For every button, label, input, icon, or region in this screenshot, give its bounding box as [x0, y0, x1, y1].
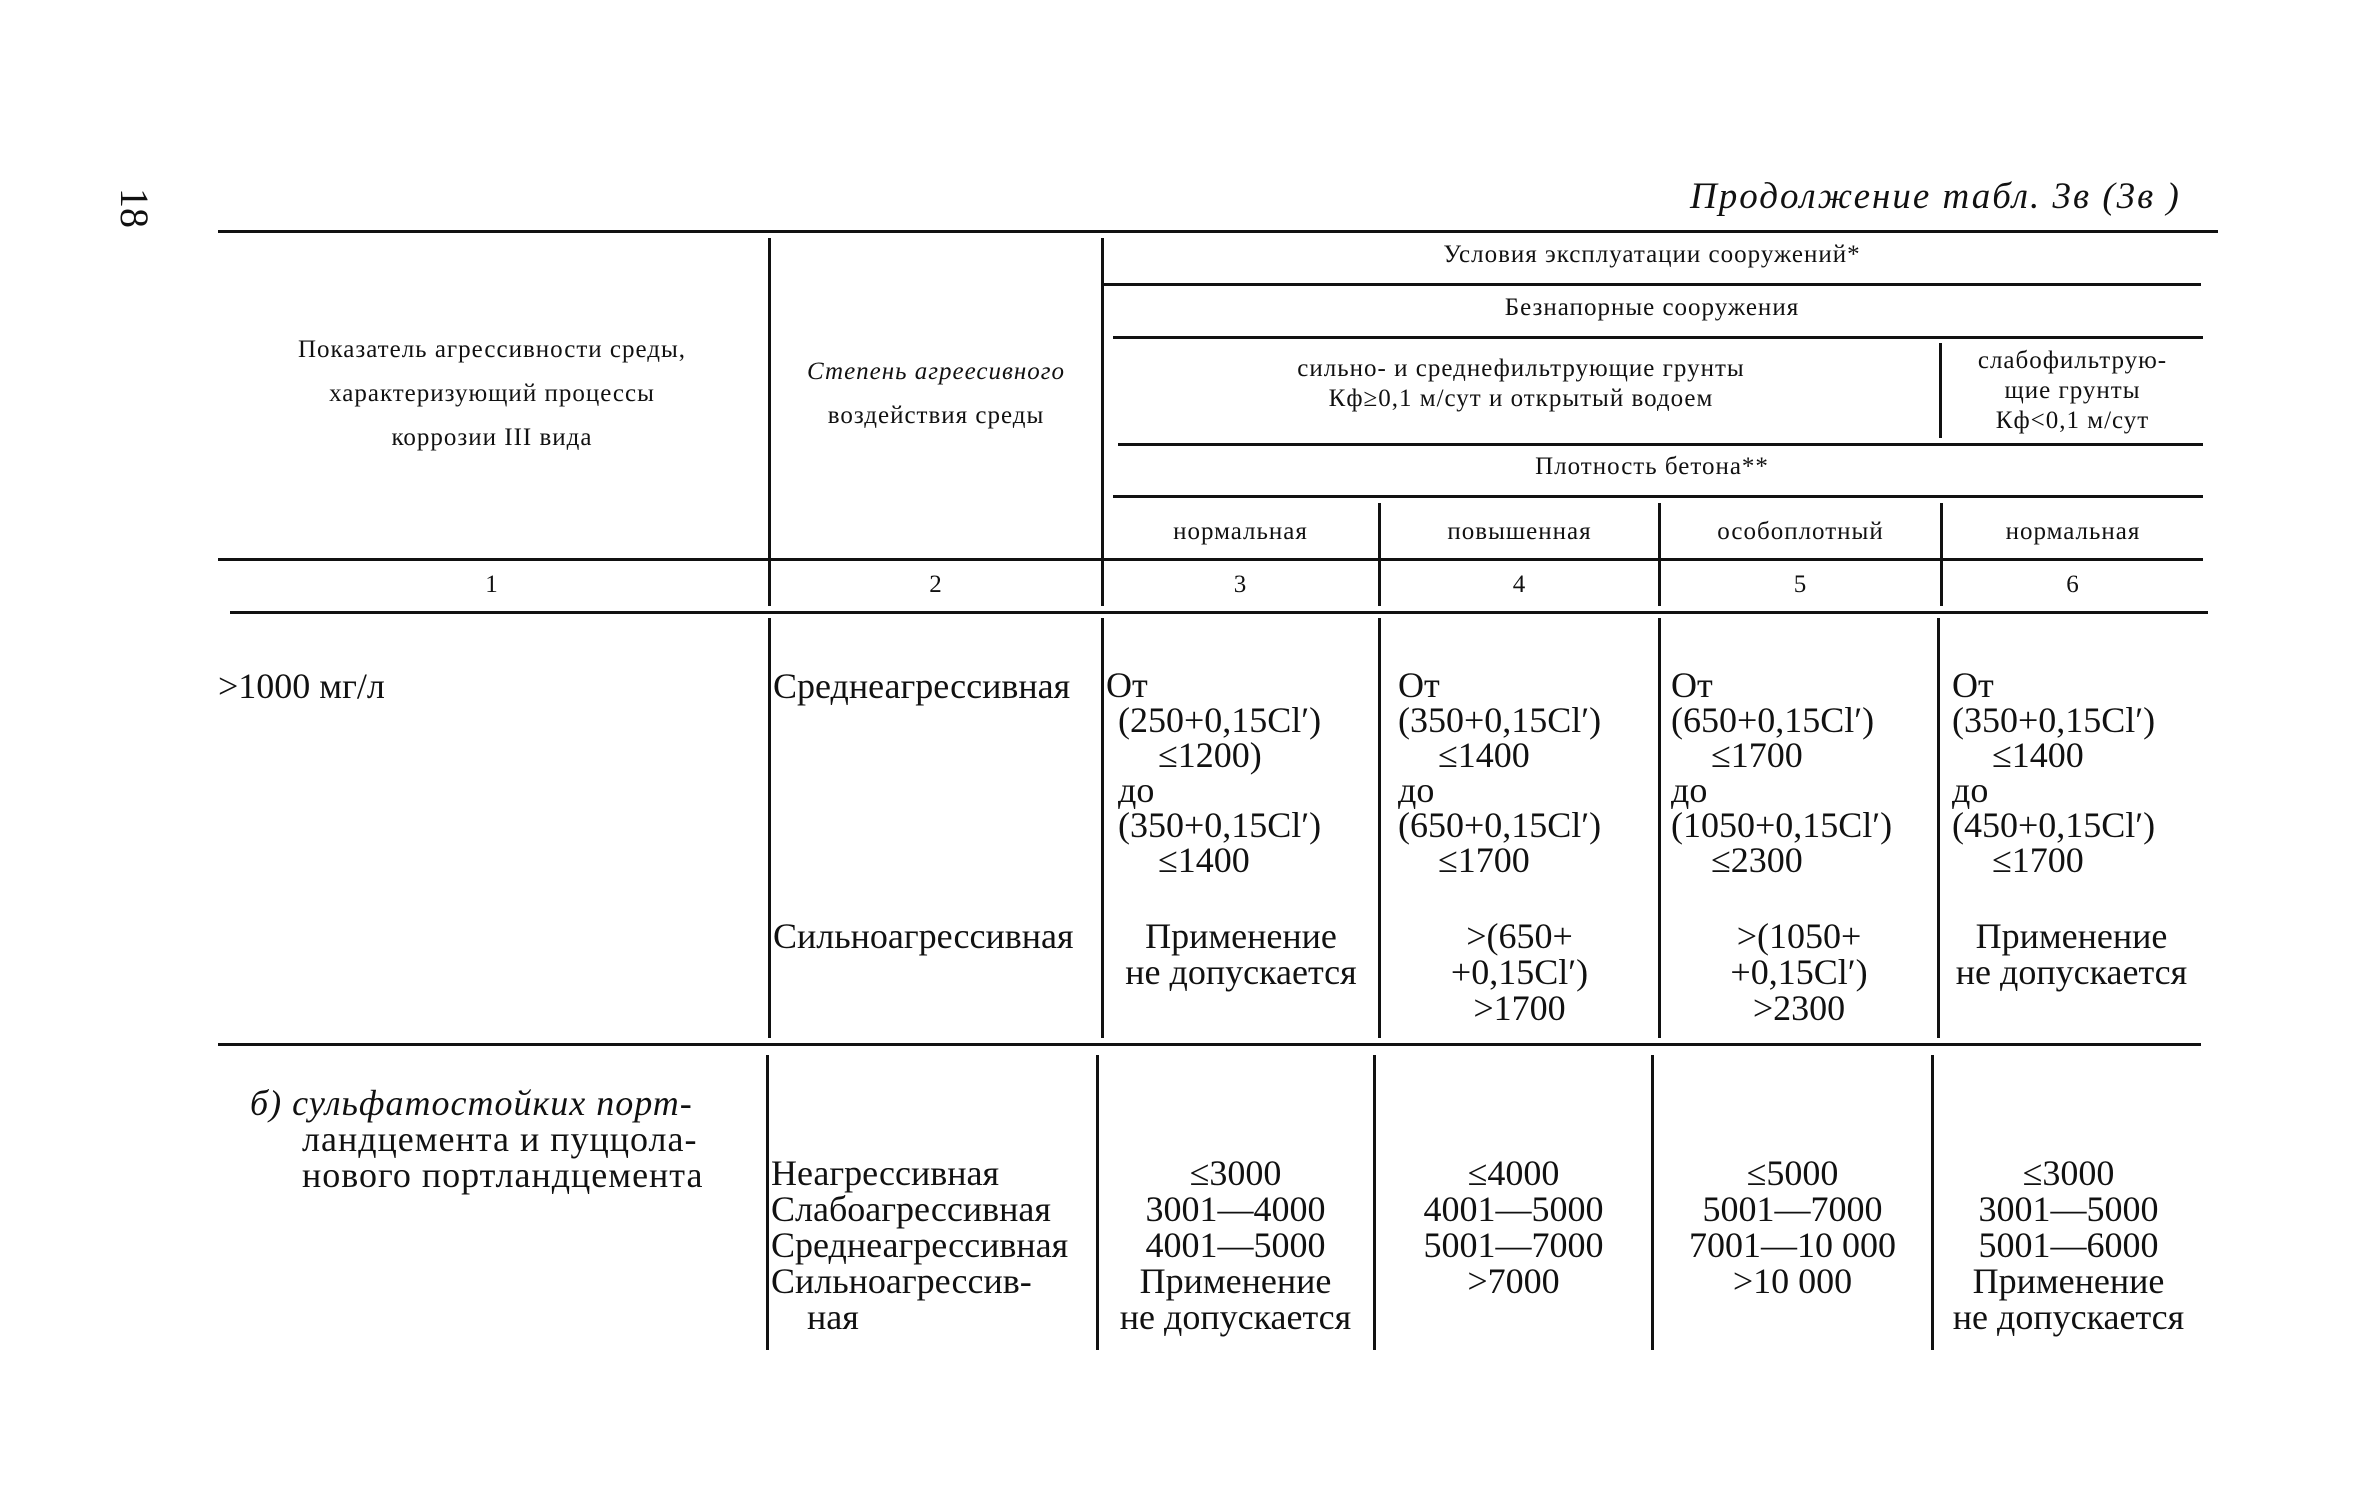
cell-b-c4: ≤4000 4001—5000 5001—7000 >7000: [1423, 1153, 1604, 1301]
cell-a-medium-c3: От (250+0,15Cl′) ≤1200) до (350+0,15Cl′) ≤1400: [1106, 665, 1322, 880]
header-unpressured: Безнапорные сооружения: [1504, 294, 1800, 321]
rule-under-density: [1113, 495, 2203, 498]
rule-section-divider: [218, 1043, 2201, 1046]
cell-a-strong-c4: >(650+ +0,15Cl′) >1700: [1450, 916, 1589, 1028]
header-degree: Степень агреесивного воздействия среды: [806, 358, 1066, 429]
degree-medium: Среднеагрессивная: [773, 666, 1071, 706]
rule-under-density-cols: [218, 558, 2203, 561]
rule-under-col-numbers: [230, 611, 2208, 614]
vline-b-1: [766, 1055, 769, 1350]
density-col-3: нормальная: [1173, 518, 1308, 545]
cell-a-strong-c5: >(1050+ +0,15Cl′) >2300: [1730, 916, 1868, 1028]
col-number-2: 2: [929, 571, 943, 598]
cell-a-medium-c4: От (350+0,15Cl′) ≤1400 до (650+0,15Cl′) ≤1700: [1398, 665, 1602, 880]
col-number-1: 1: [485, 571, 499, 598]
cell-a-medium-c5: От (650+0,15Cl′) ≤1700 до (1050+0,15Cl′) ≤2300: [1671, 665, 1893, 880]
section-b-title: б) сульфатостойких порт- ландцемента и пуццола- нового портландцемента: [250, 1083, 704, 1195]
density-col-5: особоплотный: [1717, 518, 1884, 545]
header-density: Плотность бетона**: [1535, 453, 1769, 480]
header-conditions: Условия эксплуатации сооружений*: [1443, 241, 1861, 268]
header-weak-filter: слабофильтрую- щие грунты Кф<0,1 м/сут: [1977, 347, 2168, 434]
rule-under-filter: [1118, 443, 2203, 446]
vline-a-1: [768, 618, 771, 1038]
section-b-degrees: Неагрессивная Слабоагрессивная Среднеагрессивная Сильноагрессив- ная: [771, 1153, 1069, 1337]
cell-b-c5: ≤5000 5001—7000 7001—10 000 >10 000: [1689, 1153, 1896, 1301]
vline-h-1: [768, 238, 771, 606]
col-number-5: 5: [1793, 571, 1808, 598]
table-caption: Продолжение табл. 3в (3в ): [1690, 176, 2181, 217]
density-col-4: повышенная: [1447, 518, 1592, 545]
degree-strong: Сильноагрессивная: [773, 916, 1074, 956]
cell-b-c3: ≤3000 3001—4000 4001—5000 Применение не допускается: [1119, 1153, 1352, 1337]
col-number-6: 6: [2066, 571, 2080, 598]
header-strong-filter: сильно- и среднефильтрующие грунты Кф≥0,1 м/сут и открытый водоем: [1297, 355, 1745, 412]
page-number: 18: [112, 188, 157, 228]
col-number-3: 3: [1233, 571, 1248, 598]
cell-b-c6: ≤3000 3001—5000 5001—6000 Применение не допускается: [1952, 1153, 2185, 1337]
header-indicator: Показатель агрессивности среды, характеризующий процессы коррозии III вида: [297, 336, 687, 451]
density-col-6: нормальная: [2005, 518, 2141, 545]
rule-under-unpressured: [1113, 336, 2203, 339]
cell-a-strong-c3: Применение не допускается: [1125, 916, 1357, 992]
rule-under-conditions: [1103, 283, 2201, 286]
rule-top: [218, 230, 2218, 233]
indicator-value: >1000 мг/л: [218, 666, 385, 706]
cell-a-strong-c6: Применение не допускается: [1955, 916, 2188, 992]
cell-a-medium-c6: От (350+0,15Cl′) ≤1400 до (450+0,15Cl′) ≤1700: [1952, 665, 2156, 880]
col-number-4: 4: [1512, 571, 1527, 598]
